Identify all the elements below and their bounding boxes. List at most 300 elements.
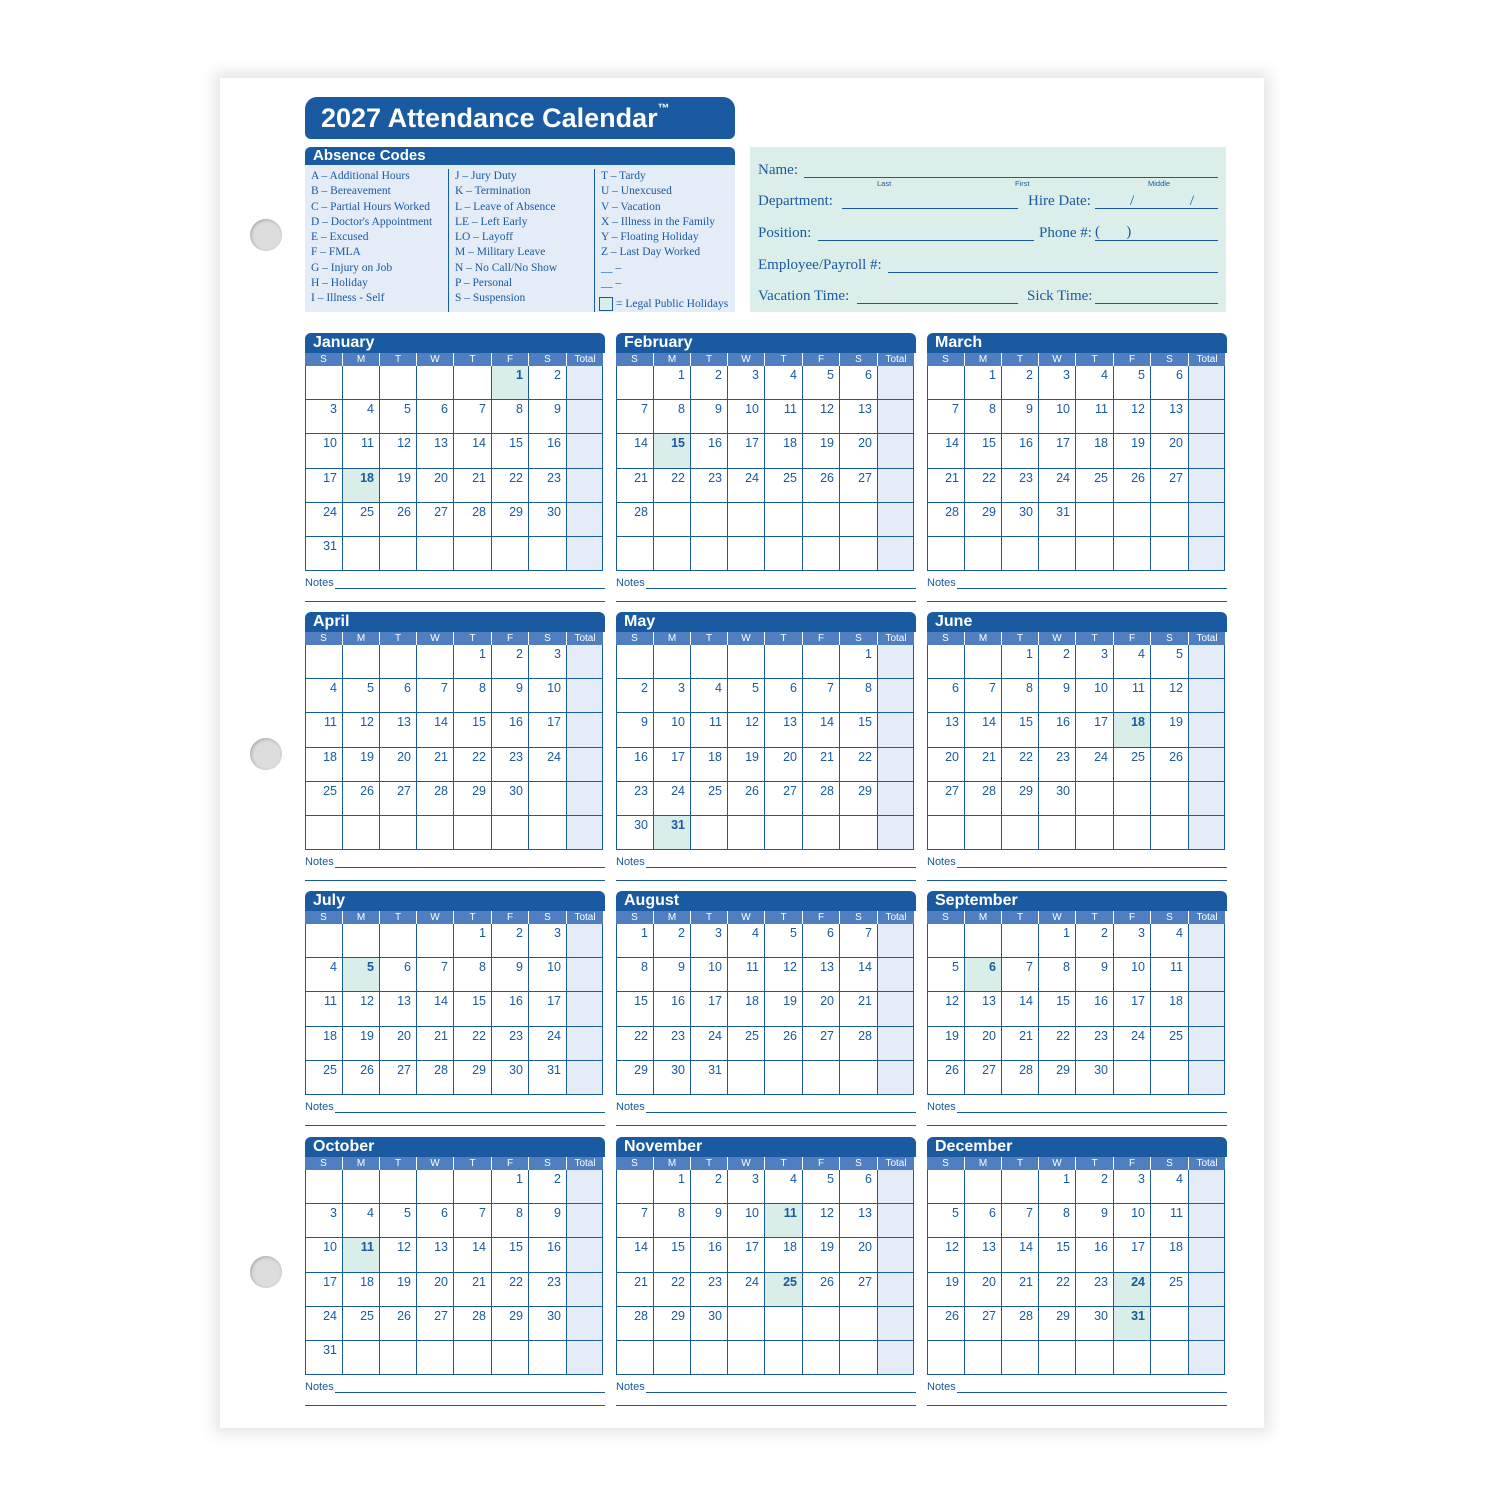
day-cell[interactable]: 29 [454,782,492,816]
day-cell[interactable]: 14 [454,1238,492,1272]
empty-day-cell[interactable] [840,537,878,571]
day-cell[interactable]: 9 [1039,679,1076,713]
weekly-total-cell[interactable] [878,645,914,679]
day-cell[interactable]: 28 [803,782,840,816]
day-cell[interactable]: 15 [492,434,529,468]
empty-day-cell[interactable] [417,1170,454,1204]
day-cell[interactable]: 14 [840,958,878,992]
day-cell[interactable]: 11 [1151,1204,1189,1238]
empty-day-cell[interactable] [1076,1341,1114,1375]
payroll-field[interactable] [888,258,1218,273]
day-cell[interactable]: 20 [803,992,840,1026]
day-cell[interactable]: 26 [380,503,417,537]
empty-day-cell[interactable] [529,782,567,816]
empty-day-cell[interactable] [927,816,965,850]
empty-day-cell[interactable] [1114,782,1151,816]
empty-day-cell[interactable] [417,537,454,571]
empty-day-cell[interactable] [616,1170,654,1204]
day-cell[interactable]: 28 [1002,1061,1039,1095]
weekly-total-cell[interactable] [567,366,603,400]
day-cell[interactable]: 3 [529,645,567,679]
day-cell[interactable]: 10 [529,958,567,992]
day-cell[interactable]: 27 [803,1027,840,1061]
day-cell[interactable]: 6 [803,924,840,958]
day-cell[interactable]: 3 [1114,924,1151,958]
day-cell[interactable]: 18 [765,434,803,468]
day-cell[interactable]: 27 [380,1061,417,1095]
day-cell[interactable]: 25 [728,1027,765,1061]
day-cell[interactable]: 23 [616,782,654,816]
day-cell[interactable]: 11 [1151,958,1189,992]
weekly-total-cell[interactable] [878,958,914,992]
day-cell[interactable]: 2 [1002,366,1039,400]
holiday-day-cell[interactable]: 11 [343,1238,380,1272]
day-cell[interactable]: 22 [616,1027,654,1061]
day-cell[interactable]: 19 [380,1273,417,1307]
notes-line[interactable] [927,1405,1227,1406]
day-cell[interactable]: 3 [728,1170,765,1204]
day-cell[interactable]: 18 [1151,1238,1189,1272]
day-cell[interactable]: 16 [1076,992,1114,1026]
day-cell[interactable]: 4 [765,1170,803,1204]
day-cell[interactable]: 12 [803,1204,840,1238]
notes-area[interactable] [616,1381,916,1407]
day-cell[interactable]: 14 [417,992,454,1026]
day-cell[interactable]: 17 [1039,434,1076,468]
day-cell[interactable]: 7 [803,679,840,713]
day-cell[interactable]: 18 [691,748,728,782]
day-cell[interactable]: 31 [529,1061,567,1095]
empty-day-cell[interactable] [1076,503,1114,537]
day-cell[interactable]: 25 [765,469,803,503]
day-cell[interactable]: 12 [380,1238,417,1272]
empty-day-cell[interactable] [840,1341,878,1375]
day-cell[interactable]: 21 [417,748,454,782]
empty-day-cell[interactable] [1039,537,1076,571]
day-cell[interactable]: 24 [529,1027,567,1061]
day-cell[interactable]: 16 [1076,1238,1114,1272]
day-cell[interactable]: 22 [654,1273,691,1307]
day-cell[interactable]: 2 [492,924,529,958]
day-cell[interactable]: 5 [1114,366,1151,400]
day-cell[interactable]: 7 [454,400,492,434]
day-cell[interactable]: 10 [654,713,691,747]
day-cell[interactable]: 22 [1002,748,1039,782]
empty-day-cell[interactable] [840,1061,878,1095]
day-cell[interactable]: 30 [691,1307,728,1341]
notes-area[interactable] [305,1101,605,1127]
notes-line[interactable] [305,1125,605,1126]
day-cell[interactable]: 18 [305,1027,343,1061]
empty-day-cell[interactable] [803,537,840,571]
day-cell[interactable]: 1 [454,924,492,958]
day-cell[interactable]: 20 [965,1273,1002,1307]
day-cell[interactable]: 19 [803,1238,840,1272]
notes-line[interactable] [335,867,605,868]
day-cell[interactable]: 10 [1076,679,1114,713]
day-cell[interactable]: 26 [343,782,380,816]
empty-day-cell[interactable] [803,645,840,679]
day-cell[interactable]: 4 [343,1204,380,1238]
weekly-total-cell[interactable] [567,1061,603,1095]
day-cell[interactable]: 24 [305,1307,343,1341]
empty-day-cell[interactable] [1151,816,1189,850]
day-cell[interactable]: 20 [765,748,803,782]
day-cell[interactable]: 27 [927,782,965,816]
weekly-total-cell[interactable] [878,400,914,434]
day-cell[interactable]: 24 [728,1273,765,1307]
weekly-total-cell[interactable] [567,1204,603,1238]
weekly-total-cell[interactable] [1189,713,1225,747]
day-cell[interactable]: 9 [529,1204,567,1238]
empty-day-cell[interactable] [765,645,803,679]
day-cell[interactable]: 8 [492,1204,529,1238]
day-cell[interactable]: 19 [728,748,765,782]
day-cell[interactable]: 26 [380,1307,417,1341]
day-cell[interactable]: 29 [1002,782,1039,816]
day-cell[interactable]: 22 [492,469,529,503]
empty-day-cell[interactable] [803,1061,840,1095]
empty-day-cell[interactable] [616,366,654,400]
empty-day-cell[interactable] [1114,1341,1151,1375]
day-cell[interactable]: 6 [417,1204,454,1238]
empty-day-cell[interactable] [492,1341,529,1375]
empty-day-cell[interactable] [691,1341,728,1375]
empty-day-cell[interactable] [965,1170,1002,1204]
day-cell[interactable]: 30 [1076,1307,1114,1341]
day-cell[interactable]: 24 [1114,1027,1151,1061]
notes-line[interactable] [957,588,1227,589]
weekly-total-cell[interactable] [878,1273,914,1307]
day-cell[interactable]: 13 [840,1204,878,1238]
weekly-total-cell[interactable] [878,1204,914,1238]
day-cell[interactable]: 1 [1039,924,1076,958]
day-cell[interactable]: 19 [803,434,840,468]
empty-day-cell[interactable] [343,1341,380,1375]
day-cell[interactable]: 14 [1002,992,1039,1026]
day-cell[interactable]: 9 [691,400,728,434]
notes-area[interactable] [305,856,605,882]
weekly-total-cell[interactable] [878,679,914,713]
empty-day-cell[interactable] [765,503,803,537]
weekly-total-cell[interactable] [567,748,603,782]
day-cell[interactable]: 29 [454,1061,492,1095]
empty-day-cell[interactable] [691,645,728,679]
weekly-total-cell[interactable] [1189,1061,1225,1095]
empty-day-cell[interactable] [1002,537,1039,571]
day-cell[interactable]: 29 [1039,1061,1076,1095]
day-cell[interactable]: 9 [691,1204,728,1238]
weekly-total-cell[interactable] [1189,1273,1225,1307]
day-cell[interactable]: 26 [765,1027,803,1061]
day-cell[interactable]: 14 [417,713,454,747]
weekly-total-cell[interactable] [1189,434,1225,468]
day-cell[interactable]: 21 [803,748,840,782]
day-cell[interactable]: 4 [1076,366,1114,400]
day-cell[interactable]: 27 [765,782,803,816]
day-cell[interactable]: 14 [803,713,840,747]
day-cell[interactable]: 1 [616,924,654,958]
day-cell[interactable]: 21 [417,1027,454,1061]
holiday-day-cell[interactable]: 18 [1114,713,1151,747]
notes-line[interactable] [305,880,605,881]
holiday-day-cell[interactable]: 25 [765,1273,803,1307]
empty-day-cell[interactable] [454,366,492,400]
day-cell[interactable]: 6 [965,1204,1002,1238]
empty-day-cell[interactable] [728,1341,765,1375]
day-cell[interactable]: 17 [1114,1238,1151,1272]
empty-day-cell[interactable] [417,1341,454,1375]
day-cell[interactable]: 5 [803,366,840,400]
weekly-total-cell[interactable] [1189,1238,1225,1272]
empty-day-cell[interactable] [616,537,654,571]
day-cell[interactable]: 21 [840,992,878,1026]
weekly-total-cell[interactable] [567,1307,603,1341]
day-cell[interactable]: 15 [965,434,1002,468]
weekly-total-cell[interactable] [1189,958,1225,992]
empty-day-cell[interactable] [927,924,965,958]
empty-day-cell[interactable] [691,816,728,850]
empty-day-cell[interactable] [840,503,878,537]
day-cell[interactable]: 16 [691,434,728,468]
day-cell[interactable]: 18 [765,1238,803,1272]
empty-day-cell[interactable] [380,537,417,571]
empty-day-cell[interactable] [927,366,965,400]
day-cell[interactable]: 25 [1076,469,1114,503]
weekly-total-cell[interactable] [567,434,603,468]
day-cell[interactable]: 22 [965,469,1002,503]
day-cell[interactable]: 13 [927,713,965,747]
day-cell[interactable]: 17 [691,992,728,1026]
day-cell[interactable]: 9 [616,713,654,747]
day-cell[interactable]: 12 [343,992,380,1026]
empty-day-cell[interactable] [305,924,343,958]
day-cell[interactable]: 30 [616,816,654,850]
empty-day-cell[interactable] [840,816,878,850]
day-cell[interactable]: 27 [1151,469,1189,503]
day-cell[interactable]: 21 [1002,1027,1039,1061]
empty-day-cell[interactable] [380,1341,417,1375]
day-cell[interactable]: 13 [765,713,803,747]
weekly-total-cell[interactable] [878,1170,914,1204]
day-cell[interactable]: 24 [654,782,691,816]
day-cell[interactable]: 13 [965,992,1002,1026]
day-cell[interactable]: 24 [728,469,765,503]
day-cell[interactable]: 1 [965,366,1002,400]
day-cell[interactable]: 20 [965,1027,1002,1061]
day-cell[interactable]: 14 [454,434,492,468]
weekly-total-cell[interactable] [878,1061,914,1095]
day-cell[interactable]: 1 [454,645,492,679]
day-cell[interactable]: 11 [728,958,765,992]
day-cell[interactable]: 1 [1002,645,1039,679]
empty-day-cell[interactable] [380,1170,417,1204]
notes-line[interactable] [335,1112,605,1113]
day-cell[interactable]: 30 [654,1061,691,1095]
notes-line[interactable] [957,867,1227,868]
day-cell[interactable]: 31 [1039,503,1076,537]
day-cell[interactable]: 15 [1039,992,1076,1026]
day-cell[interactable]: 17 [305,469,343,503]
notes-line[interactable] [305,1405,605,1406]
empty-day-cell[interactable] [1151,1307,1189,1341]
day-cell[interactable]: 27 [840,1273,878,1307]
day-cell[interactable]: 20 [380,1027,417,1061]
day-cell[interactable]: 7 [927,400,965,434]
day-cell[interactable]: 6 [417,400,454,434]
notes-line[interactable] [646,1112,916,1113]
day-cell[interactable]: 6 [765,679,803,713]
day-cell[interactable]: 4 [1114,645,1151,679]
day-cell[interactable]: 22 [1039,1273,1076,1307]
day-cell[interactable]: 19 [343,748,380,782]
day-cell[interactable]: 29 [840,782,878,816]
empty-day-cell[interactable] [728,645,765,679]
day-cell[interactable]: 13 [380,992,417,1026]
day-cell[interactable]: 20 [840,1238,878,1272]
empty-day-cell[interactable] [1114,537,1151,571]
day-cell[interactable]: 12 [765,958,803,992]
holiday-day-cell[interactable]: 5 [343,958,380,992]
day-cell[interactable]: 7 [616,400,654,434]
notes-area[interactable] [616,856,916,882]
day-cell[interactable]: 13 [803,958,840,992]
day-cell[interactable]: 8 [654,400,691,434]
day-cell[interactable]: 9 [1002,400,1039,434]
day-cell[interactable]: 11 [343,434,380,468]
day-cell[interactable]: 19 [927,1027,965,1061]
day-cell[interactable]: 12 [927,992,965,1026]
day-cell[interactable]: 30 [1002,503,1039,537]
day-cell[interactable]: 9 [1076,958,1114,992]
empty-day-cell[interactable] [1039,816,1076,850]
notes-line[interactable] [646,1392,916,1393]
empty-day-cell[interactable] [380,645,417,679]
day-cell[interactable]: 30 [492,1061,529,1095]
empty-day-cell[interactable] [654,645,691,679]
day-cell[interactable]: 29 [616,1061,654,1095]
day-cell[interactable]: 4 [343,400,380,434]
day-cell[interactable]: 23 [1002,469,1039,503]
day-cell[interactable]: 27 [965,1061,1002,1095]
day-cell[interactable]: 26 [927,1307,965,1341]
weekly-total-cell[interactable] [878,1341,914,1375]
day-cell[interactable]: 8 [454,958,492,992]
weekly-total-cell[interactable] [878,924,914,958]
day-cell[interactable]: 22 [454,1027,492,1061]
day-cell[interactable]: 7 [454,1204,492,1238]
day-cell[interactable]: 18 [305,748,343,782]
empty-day-cell[interactable] [803,503,840,537]
weekly-total-cell[interactable] [1189,366,1225,400]
weekly-total-cell[interactable] [567,537,603,571]
day-cell[interactable]: 3 [1114,1170,1151,1204]
day-cell[interactable]: 8 [492,400,529,434]
weekly-total-cell[interactable] [878,1027,914,1061]
weekly-total-cell[interactable] [878,1238,914,1272]
day-cell[interactable]: 7 [417,679,454,713]
empty-day-cell[interactable] [343,645,380,679]
notes-line[interactable] [646,867,916,868]
day-cell[interactable]: 18 [343,1273,380,1307]
day-cell[interactable]: 11 [691,713,728,747]
notes-area[interactable] [616,1101,916,1127]
day-cell[interactable]: 3 [305,400,343,434]
empty-day-cell[interactable] [803,1341,840,1375]
empty-day-cell[interactable] [1151,503,1189,537]
empty-day-cell[interactable] [1002,816,1039,850]
empty-day-cell[interactable] [728,816,765,850]
day-cell[interactable]: 21 [965,748,1002,782]
day-cell[interactable]: 6 [380,958,417,992]
day-cell[interactable]: 16 [529,434,567,468]
day-cell[interactable]: 8 [1039,958,1076,992]
day-cell[interactable]: 16 [691,1238,728,1272]
empty-day-cell[interactable] [1076,816,1114,850]
day-cell[interactable]: 10 [1114,1204,1151,1238]
weekly-total-cell[interactable] [567,958,603,992]
day-cell[interactable]: 8 [654,1204,691,1238]
day-cell[interactable]: 16 [529,1238,567,1272]
weekly-total-cell[interactable] [1189,748,1225,782]
weekly-total-cell[interactable] [878,782,914,816]
holiday-day-cell[interactable]: 31 [654,816,691,850]
day-cell[interactable]: 1 [840,645,878,679]
empty-day-cell[interactable] [417,645,454,679]
day-cell[interactable]: 24 [691,1027,728,1061]
empty-day-cell[interactable] [343,924,380,958]
notes-line[interactable] [927,1125,1227,1126]
empty-day-cell[interactable] [728,1061,765,1095]
weekly-total-cell[interactable] [878,469,914,503]
notes-line[interactable] [927,880,1227,881]
empty-day-cell[interactable] [492,816,529,850]
day-cell[interactable]: 19 [927,1273,965,1307]
weekly-total-cell[interactable] [567,645,603,679]
empty-day-cell[interactable] [343,816,380,850]
day-cell[interactable]: 25 [1114,748,1151,782]
weekly-total-cell[interactable] [1189,1170,1225,1204]
weekly-total-cell[interactable] [567,679,603,713]
day-cell[interactable]: 30 [1076,1061,1114,1095]
day-cell[interactable]: 22 [1039,1027,1076,1061]
day-cell[interactable]: 2 [492,645,529,679]
day-cell[interactable]: 22 [840,748,878,782]
notes-line[interactable] [646,588,916,589]
day-cell[interactable]: 5 [380,1204,417,1238]
day-cell[interactable]: 28 [840,1027,878,1061]
weekly-total-cell[interactable] [567,992,603,1026]
day-cell[interactable]: 14 [616,1238,654,1272]
day-cell[interactable]: 11 [765,400,803,434]
day-cell[interactable]: 13 [1151,400,1189,434]
day-cell[interactable]: 23 [529,1273,567,1307]
empty-day-cell[interactable] [965,537,1002,571]
day-cell[interactable]: 8 [840,679,878,713]
day-cell[interactable]: 20 [840,434,878,468]
empty-day-cell[interactable] [803,1307,840,1341]
day-cell[interactable]: 13 [965,1238,1002,1272]
sick-field[interactable] [1095,289,1218,304]
day-cell[interactable]: 28 [616,1307,654,1341]
weekly-total-cell[interactable] [878,1307,914,1341]
day-cell[interactable]: 10 [305,1238,343,1272]
day-cell[interactable]: 27 [417,1307,454,1341]
day-cell[interactable]: 20 [1151,434,1189,468]
day-cell[interactable]: 24 [305,503,343,537]
day-cell[interactable]: 27 [417,503,454,537]
day-cell[interactable]: 22 [454,748,492,782]
